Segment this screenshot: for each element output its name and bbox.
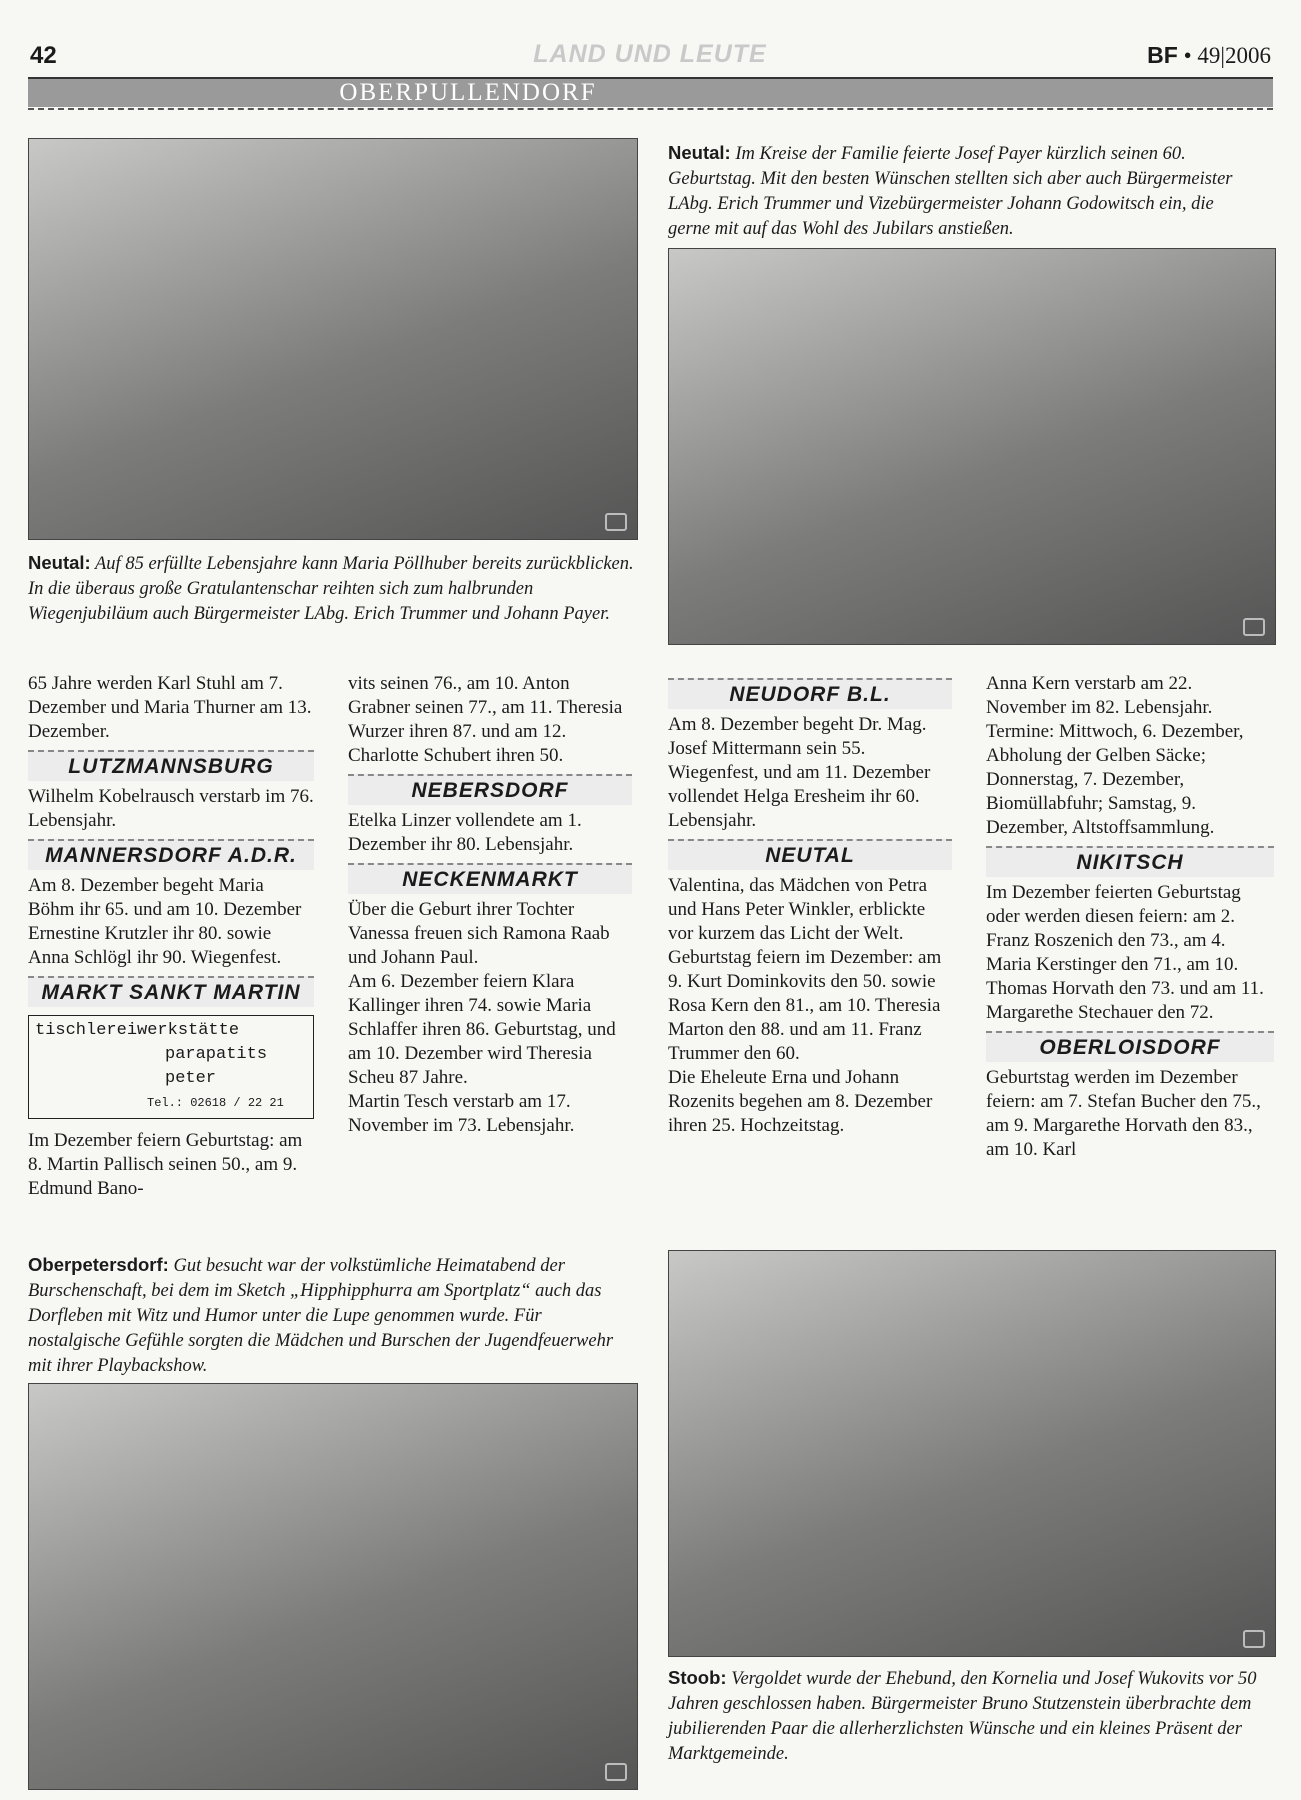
column-4 <box>986 672 1274 1162</box>
caption-text: Vergoldet wurde der Ehebund, den Kornelia und Josef Wukovits vor 50 Jahren geschlossen haben. Bürgermeister Bruno Stutzenstein überbrachte dem jubilierenden Paar die allerherzlichsten Wünsche und ein kleines Präsent der Marktgemeinde. <box>668 1669 1257 1764</box>
camera-icon <box>1243 1630 1265 1648</box>
camera-icon <box>605 513 627 531</box>
article-text: Im Dezember feiern Geburtstag: am 8. Martin Pallisch seinen 50., am 9. Edmund Bano- <box>28 1130 303 1199</box>
camera-icon <box>1243 618 1265 636</box>
caption-place: Neutal: <box>28 552 91 573</box>
heading-mannersdorf: MANNERSDORF A.D.R. <box>28 839 314 870</box>
heading-markt-sankt-martin: MARKT SANKT MARTIN <box>28 976 314 1007</box>
caption-text: Auf 85 erfüllte Lebensjahre kann Maria Pöllhuber bereits zurückblicken. In die überaus große Gratulantenschar reihten sich zum halbrunden Wiegenjubiläum auch Bürgermeister LAbg. Erich Trummer und Johann Payer. <box>28 554 634 624</box>
column-3 <box>668 672 952 1138</box>
ad-phone: Tel.: 02618 / 22 21 <box>147 1096 284 1110</box>
photo-neutal-poellhuber <box>28 138 638 540</box>
caption-place: Neutal: <box>668 142 731 163</box>
column-1 <box>28 672 314 1201</box>
issue-number: 49|2006 <box>1197 43 1271 68</box>
caption-place: Oberpetersdorf: <box>28 1254 169 1275</box>
region-banner <box>28 77 1273 107</box>
article-text: Anna Kern verstarb am 22. November im 82. Lebensjahr. <box>986 673 1213 718</box>
caption-photo2 <box>668 140 1248 242</box>
article-text: vits seinen 76., am 10. Anton Grabner seinen 77., am 11. Theresia Wurzer ihren 87. und am 12. Charlotte Schubert ihren 50. <box>348 673 623 766</box>
article-text: Martin Tesch verstarb am 17. November im 73. Lebensjahr. <box>348 1091 575 1136</box>
heading-nebersdorf: NEBERSDORF <box>348 774 632 805</box>
ad-company: tischlereiwerkstätte <box>35 1021 240 1040</box>
article-text: Valentina, das Mädchen von Petra und Hans Peter Winkler, erblickte vor kurzem das Licht der Welt. <box>668 875 928 944</box>
article-text: Am 6. Dezember feiern Klara Kallinger ihren 74. sowie Maria Schlaffer ihren 86. Geburtstag, und am 10. Dezember wird Theresia Scheu 87 Jahre. <box>348 971 616 1088</box>
issue-info <box>1147 42 1271 69</box>
region-title: OBERPULLENDORF <box>339 79 597 106</box>
advertisement-box <box>28 1015 314 1119</box>
section-title: LAND UND LEUTE <box>533 40 767 68</box>
article-text: Die Eheleute Erna und Johann Rozenits begehen am 8. Dezember ihren 25. Hochzeitstag. <box>668 1067 933 1136</box>
caption-place: Stoob: <box>668 1667 727 1688</box>
caption-text: Gut besucht war der volkstümliche Heimatabend der Burschenschaft, bei dem im Sketch „Hipphipphurra am Sportplatz“ auch das Dorfleben mit Witz und Humor unter die Lupe genommen wurde. Für nostalgische Gefühle sorgten die Mädchen und Burschen der Jugendfeuerwehr mit ihrer Playbackshow. <box>28 1256 614 1376</box>
article-text: 65 Jahre werden Karl Stuhl am 7. Dezember und Maria Thurner am 13. Dezember. <box>28 673 312 742</box>
heading-oberloisdorf: OBERLOISDORF <box>986 1031 1274 1062</box>
page-number: 42 <box>30 42 57 69</box>
article-text: Etelka Linzer vollendete am 1. Dezember ihr 80. Lebensjahr. <box>348 810 582 855</box>
heading-neutal: NEUTAL <box>668 839 952 870</box>
article-text: Am 8. Dezember begeht Maria Böhm ihr 65. und am 10. Dezember Ernestine Krutzler ihr 80. sowie Anna Schlögl ihr 90. Wiegenfest. <box>28 875 302 968</box>
article-text: Termine: Mittwoch, 6. Dezember, Abholung der Gelben Säcke; Donnerstag, 7. Dezember, Biomüllabfuhr; Samstag, 9. Dezember, Altstoffsammlung. <box>986 721 1244 838</box>
caption-text: Im Kreise der Familie feierte Josef Payer kürzlich seinen 60. Geburtstag. Mit den besten Wünschen stellten sich aber auch Bürgermeister LAbg. Erich Trummer und Vizebürgermeister Johann Godowitsch ein, die gerne mit auf das Wohl des Jubilars anstießen. <box>668 144 1233 239</box>
caption-photo3 <box>28 1252 636 1379</box>
caption-photo4 <box>668 1665 1274 1767</box>
header-divider <box>28 108 1273 110</box>
article-text: Am 8. Dezember begeht Dr. Mag. Josef Mittermann sein 55. Wiegenfest, und am 11. Dezember vollendet Helga Eresheim ihr 60. Lebensjahr. <box>668 714 931 831</box>
camera-icon <box>605 1763 627 1781</box>
article-text: Über die Geburt ihrer Tochter Vanessa freuen sich Ramona Raab und Johann Paul. <box>348 899 610 968</box>
photo-stoob-wukovits <box>668 1250 1276 1657</box>
article-text: Im Dezember feierten Geburtstag oder werden diesen feiern: am 2. Franz Roszenich den 73., am 4. Maria Kerstinger den 71., am 10. Thomas Horvath den 73. und am 11. Margarethe Stechauer den 72. <box>986 882 1264 1023</box>
article-text: Wilhelm Kobelrausch verstarb im 76. Lebensjahr. <box>28 786 314 831</box>
photo-neutal-payer <box>668 248 1276 645</box>
ad-owner: parapatits peter <box>165 1045 268 1088</box>
issue-separator: • <box>1183 43 1192 68</box>
article-text: Geburtstag werden im Dezember feiern: am 7. Stefan Bucher den 75., am 9. Margarethe Horvath den 83., am 10. Karl <box>986 1067 1261 1160</box>
heading-neckenmarkt: NECKENMARKT <box>348 863 632 894</box>
heading-lutzmannsburg: LUTZMANNSBURG <box>28 750 314 781</box>
column-2 <box>348 672 632 1138</box>
photo-oberpetersdorf <box>28 1383 638 1790</box>
publication-name: BF <box>1147 42 1178 68</box>
heading-neudorf: NEUDORF B.L. <box>668 678 952 709</box>
heading-nikitsch: NIKITSCH <box>986 846 1274 877</box>
caption-photo1 <box>28 550 636 627</box>
article-text: Geburtstag feiern im Dezember: am 9. Kurt Dominkovits den 50. sowie Rosa Kern den 81., am 10. Theresia Marton den 88. und am 11. Franz Trummer den 60. <box>668 947 942 1064</box>
